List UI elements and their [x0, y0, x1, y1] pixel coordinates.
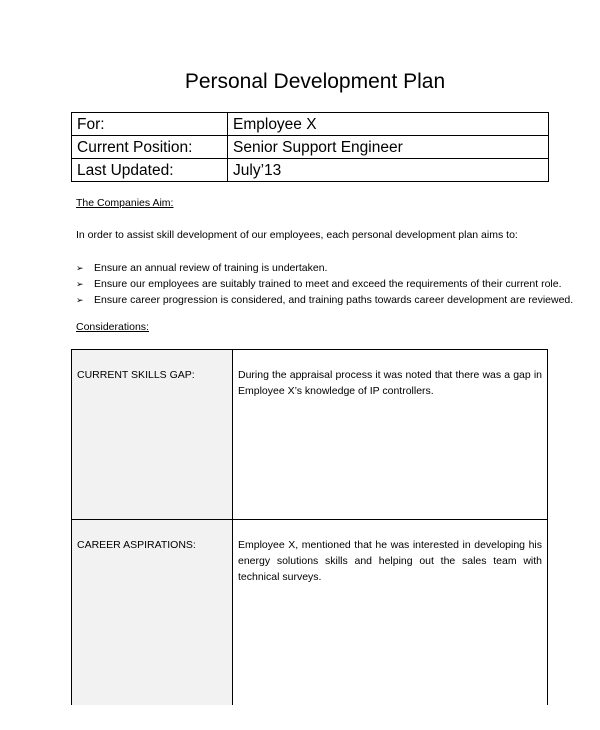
list-item-text: Ensure our employees are suitably trained to meet and exceed the requirements of their current role.	[94, 278, 562, 290]
info-label: Current Position:	[72, 136, 228, 159]
table-row	[72, 350, 548, 520]
employee-info-table	[71, 112, 549, 182]
arrow-bullet-icon: ➢	[76, 295, 84, 305]
consideration-category: CAREER ASPIRATIONS:	[72, 520, 233, 706]
aim-heading: The Companies Aim:	[76, 197, 174, 209]
info-value: July’13	[228, 159, 549, 182]
consideration-category: CURRENT SKILLS GAP:	[72, 350, 233, 520]
aims-list	[76, 260, 574, 308]
list-item	[76, 276, 562, 292]
info-label: Last Updated:	[72, 159, 228, 182]
list-item-text: Ensure career progression is considered, and training paths towards career development are reviewed.	[94, 294, 574, 306]
considerations-heading: Considerations:	[76, 321, 149, 333]
info-value: Employee X	[228, 113, 549, 136]
info-row-for	[72, 113, 549, 136]
list-item-text: Ensure an annual review of training is undertaken.	[94, 262, 328, 274]
info-row-updated	[72, 159, 549, 182]
arrow-bullet-icon: ➢	[76, 263, 84, 273]
list-item	[76, 260, 556, 276]
consideration-text: Employee X, mentioned that he was interested in developing his energy solutions skills and helping out the sales team with technical surveys.	[233, 520, 548, 706]
page-title: Personal Development Plan	[184, 70, 446, 93]
arrow-bullet-icon: ➢	[76, 279, 84, 289]
considerations-table	[71, 349, 548, 705]
info-row-position	[72, 136, 549, 159]
list-item	[76, 292, 574, 308]
info-value: Senior Support Engineer	[228, 136, 549, 159]
info-label: For:	[72, 113, 228, 136]
table-row	[72, 520, 548, 706]
intro-paragraph: In order to assist skill development of our employees, each personal development plan aims to:	[76, 229, 518, 241]
consideration-text: During the appraisal process it was noted that there was a gap in Employee X’s knowledge of IP controllers.	[233, 350, 548, 520]
